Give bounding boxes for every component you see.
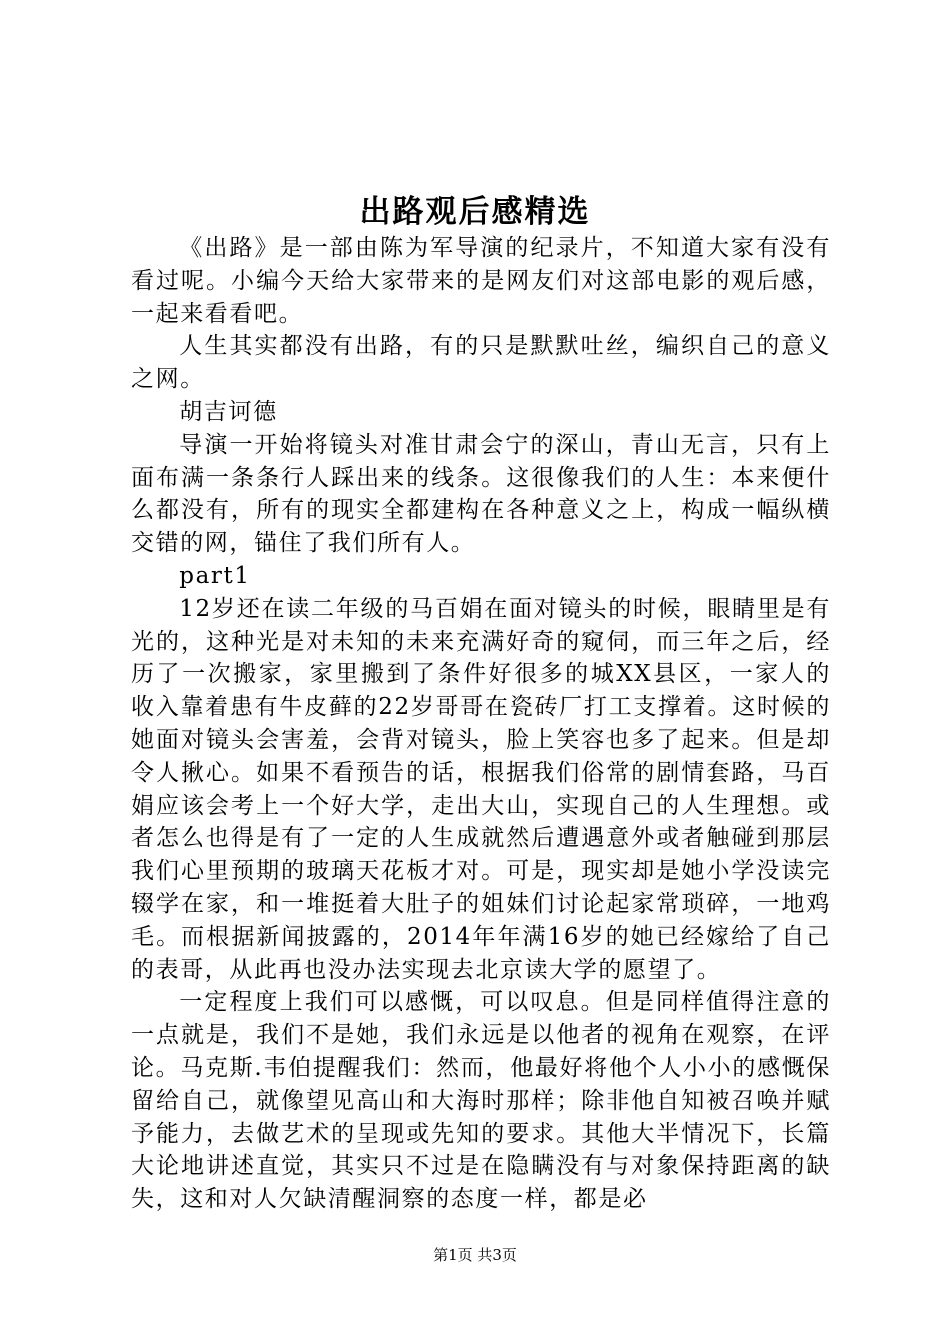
paragraph-section-heading: part1 bbox=[179, 562, 251, 589]
paragraph-quote: 人生其实都没有出路，有的只是默默吐丝，编织自己的意义之网。 bbox=[131, 333, 831, 393]
paragraph-author: 胡吉诃德 bbox=[179, 398, 278, 425]
paragraph-reflection: 一定程度上我们可以感慨，可以叹息。但是同样值得注意的一点就是，我们不是她，我们永远是以他者的视角在观察，在评论。马克斯.韦伯提醒我们：然而，他最好将他个人小小的感慨保留给自己，就像望见高山和大海时那样；除非他自知被召唤并赋予能力，去做艺术的呈现或先知的要求。其他大半情况下，长篇大论地讲述直觉，其实只不过是在隐瞒没有与对象保持距离的缺失，这和对人欠缺清醒洞察的态度一样，都是必 bbox=[131, 989, 831, 1213]
document-body bbox=[131, 232, 831, 1216]
paragraph-intro: 《出路》是一部由陈为军导演的纪录片，不知道大家有没有看过呢。小编今天给大家带来的是网友们对这部电影的观后感，一起来看看吧。 bbox=[131, 235, 831, 327]
paragraph-story: 12岁还在读二年级的马百娟在面对镜头的时候，眼睛里是有光的，这种光是对未知的未来充满好奇的窥伺，而三年之后，经历了一次搬家，家里搬到了条件好很多的城XX县区，一家人的收入靠着患有牛皮藓的22岁哥哥在瓷砖厂打工支撑着。这时候的她面对镜头会害羞，会背对镜头，脸上笑容也多了起来。但是却令人揪心。如果不看预告的话，根据我们俗常的剧情套路，马百娟应该会考上一个好大学，走出大山，实现自己的人生理想。或者怎么也得是有了一定的人生成就然后遭遇意外或者触碰到那层我们心里预期的玻璃天花板才对。可是，现实却是她小学没读完辍学在家，和一堆挺着大肚子的姐妹们讨论起家常琐碎，一地鸡毛。而根据新闻披露的，2014年年满16岁的她已经嫁给了自己的表哥，从此再也没办法实现去北京读大学的愿望了。 bbox=[131, 595, 831, 983]
page-footer: 第1页 共3页 bbox=[433, 1246, 517, 1264]
document-title: 出路观后感精选 bbox=[359, 194, 591, 230]
paragraph-opening: 导演一开始将镜头对准甘肃会宁的深山，青山无言，只有上面布满一条条行人踩出来的线条。这很像我们的人生：本来便什么都没有，所有的现实全都建构在各种意义之上，构成一幅纵横交错的网，锚住了我们所有人。 bbox=[131, 431, 831, 557]
